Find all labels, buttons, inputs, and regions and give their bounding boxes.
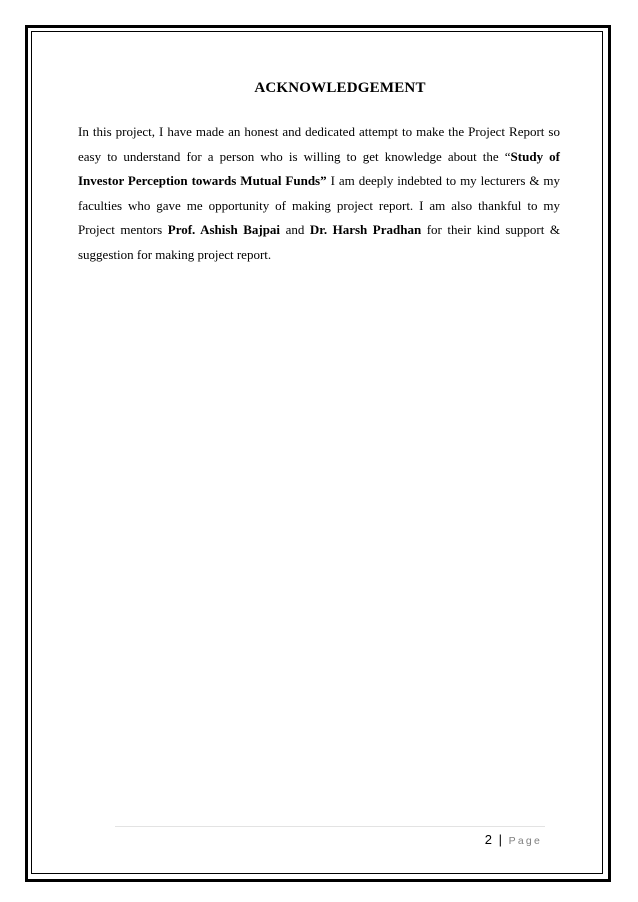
paragraph-bold-title: Study of Investor Perception towards Mutual Funds” <box>78 148 560 188</box>
paragraph-text-3: and <box>280 222 310 237</box>
paragraph-text-2: I am deeply indebted to my lecturers & my faculties who gave me opportunity of making project report. I am also thankful to my Project mentors <box>78 173 561 237</box>
page-label: Page <box>508 835 542 847</box>
mentor-name-1: Prof. Ashish Bajpai <box>167 222 281 237</box>
paragraph-text-1: In this project, I have made an honest and dedicated attempt to make the Project Report so easy to understand for a person who is willing to get knowledge about the “ <box>78 124 560 164</box>
document-heading: ACKNOWLEDGEMENT <box>254 80 426 96</box>
acknowledgement-paragraph <box>78 120 560 267</box>
page-footer <box>485 832 542 847</box>
page-number: 2 <box>484 832 493 847</box>
footer-separator: | <box>498 832 503 847</box>
footer-divider <box>115 826 545 827</box>
paragraph-text-4: for their kind support & suggestion for making project report. <box>78 222 560 262</box>
mentor-name-2: Dr. Harsh Pradhan <box>309 222 422 237</box>
